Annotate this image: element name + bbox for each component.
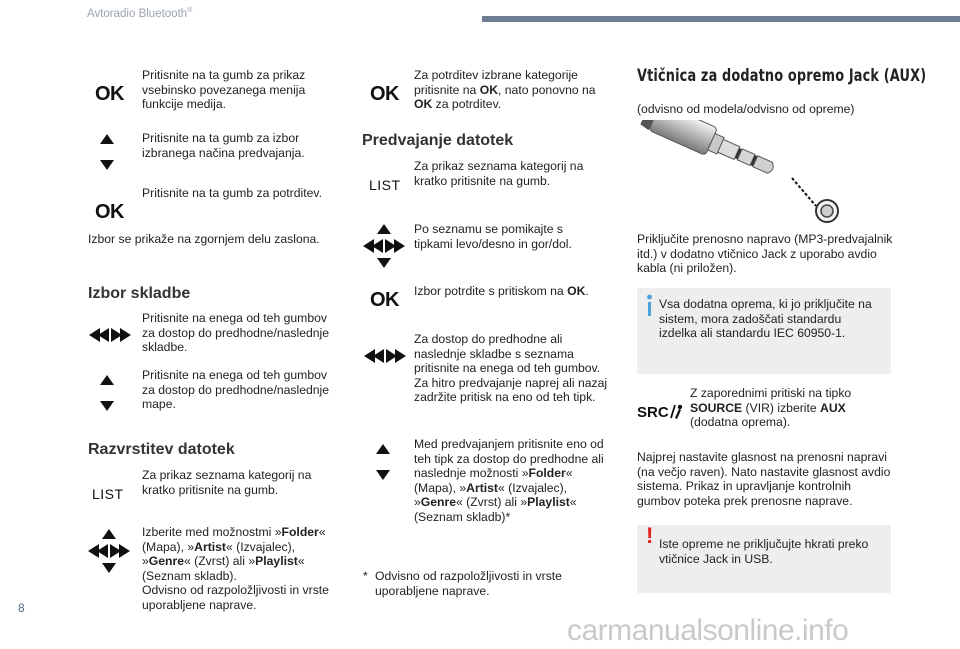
ok-icon: OK [95,83,124,105]
browse-options-text: Med predvajanjem pritisnite eno od teh tipk za dostop do predhodne ali naslednje možnosti »Folder« (Mapa), »Artist« (Izvajalec), »Genre« (Zvrst) ali »Playlist« (Seznam skladb)* [414,437,604,524]
header-title: Avtoradio Bluetooth® [87,7,193,20]
warning-box-text: Iste opreme ne priključujte hkrati preko vtičnice Jack in USB. [659,537,869,566]
list-icon: LIST [369,177,401,193]
watermark: carmanualsonline.info [567,614,849,647]
aux-subtitle: (odvisno od modela/odvisno od opreme) [637,102,855,116]
warning-icon: ! [646,523,654,548]
ok-icon: OK [370,289,399,311]
ok-icon: OK [95,201,124,223]
left-right-arrows-icon [364,349,406,363]
footnote-mark: * [363,569,368,583]
footnote: Odvisno od razpoložljivosti in vrste uporabljene naprave. [375,569,562,598]
src-text: Z zaporednimi pritiski na tipko SOURCE (VIR) izberite AUX (dodatna oprema). [690,386,852,430]
seek-text: Za dostop do predhodne ali naslednje skladbe s seznama pritisnite na enega od teh gumbov. Za hitro predvajanje naprej ali nazaj zadržite pritisk na eno od teh tipk. [414,332,608,405]
up-down-arrows-icon [376,444,390,480]
info-box-text: Vsa dodatna oprema, ki jo priključite na sistem, mora zadoščati standardu izdelka ali standardu IEC 60950-1. [659,297,872,341]
page-number: 8 [18,601,25,615]
confirm-text: Pritisnite na ta gumb za potrditev. [142,186,322,200]
section-title-playback: Predvajanje datotek [362,132,514,149]
list-icon: LIST [92,486,124,502]
aux-section-title: Vtičnica za dodatno opremo Jack (AUX) [637,66,927,85]
menu-text: Pritisnite na ta gumb za prikaz vsebinsko povezanega menija funkcije medija. [142,68,306,112]
header-bar [482,16,960,22]
src-label: SRC [637,404,669,421]
warning-box [637,525,891,593]
confirm-category-text: Za potrditev izbrane kategorije pritisnite na OK, nato ponovno na OK za potrditev. [414,68,596,112]
list-text: Za prikaz seznama kategorij na kratko pritisnite na gumb. [142,468,312,497]
four-way-arrows-icon [88,529,130,573]
category-options-text: Izberite med možnostmi »Folder« (Mapa), »Artist« (Izvajalec), »Genre« (Zvrst) ali »Playlist« (Seznam skladb). Odvisno od razpoložljivosti in vrste uporabljene naprave. [142,525,329,612]
playmode-text: Pritisnite na ta gumb za izbor izbranega načina predvajanja. [142,131,305,160]
aux-connect-text: Priključite prenosno napravo (MP3-predvajalnik itd.) v dodatno vtičnico Jack z uporabo avdio kabla (ni priložen). [637,232,893,276]
navigate-text: Po seznamu se pomikajte s tipkami levo/desno in gor/dol. [414,222,572,251]
track-text: Pritisnite na enega od teh gumbov za dostop do predhodne/naslednje skladbe. [142,311,330,355]
four-way-arrows-icon [363,224,405,268]
playback-list-text: Za prikaz seznama kategorij na kratko pritisnite na gumb. [414,159,584,188]
confirm-selection-text: Izbor potrdite s pritiskom na OK. [414,284,589,298]
section-title-sort: Razvrstitev datotek [88,441,235,458]
up-down-arrows-icon [100,375,114,411]
jack-plug-image [640,120,850,224]
ok-icon: OK [370,83,399,105]
left-right-arrows-icon [89,328,131,342]
info-icon [646,294,654,316]
volume-instructions-text: Najprej nastavite glasnost na prenosni napravi (na večjo raven). Nato nastavite glasnost avdio sistema. Prikaz in upravljanje kontrolnih gumbov poteka prek prenosne naprave. [637,450,891,508]
folder-text: Pritisnite na enega od teh gumbov za dostop do predhodne/naslednje mape. [142,368,330,412]
section-title-track: Izbor skladbe [88,285,191,302]
src-button-icon [637,401,683,421]
up-down-arrows-icon [100,134,114,170]
info-box [637,288,891,374]
selection-note: Izbor se prikaže na zgornjem delu zaslona. [88,232,320,246]
